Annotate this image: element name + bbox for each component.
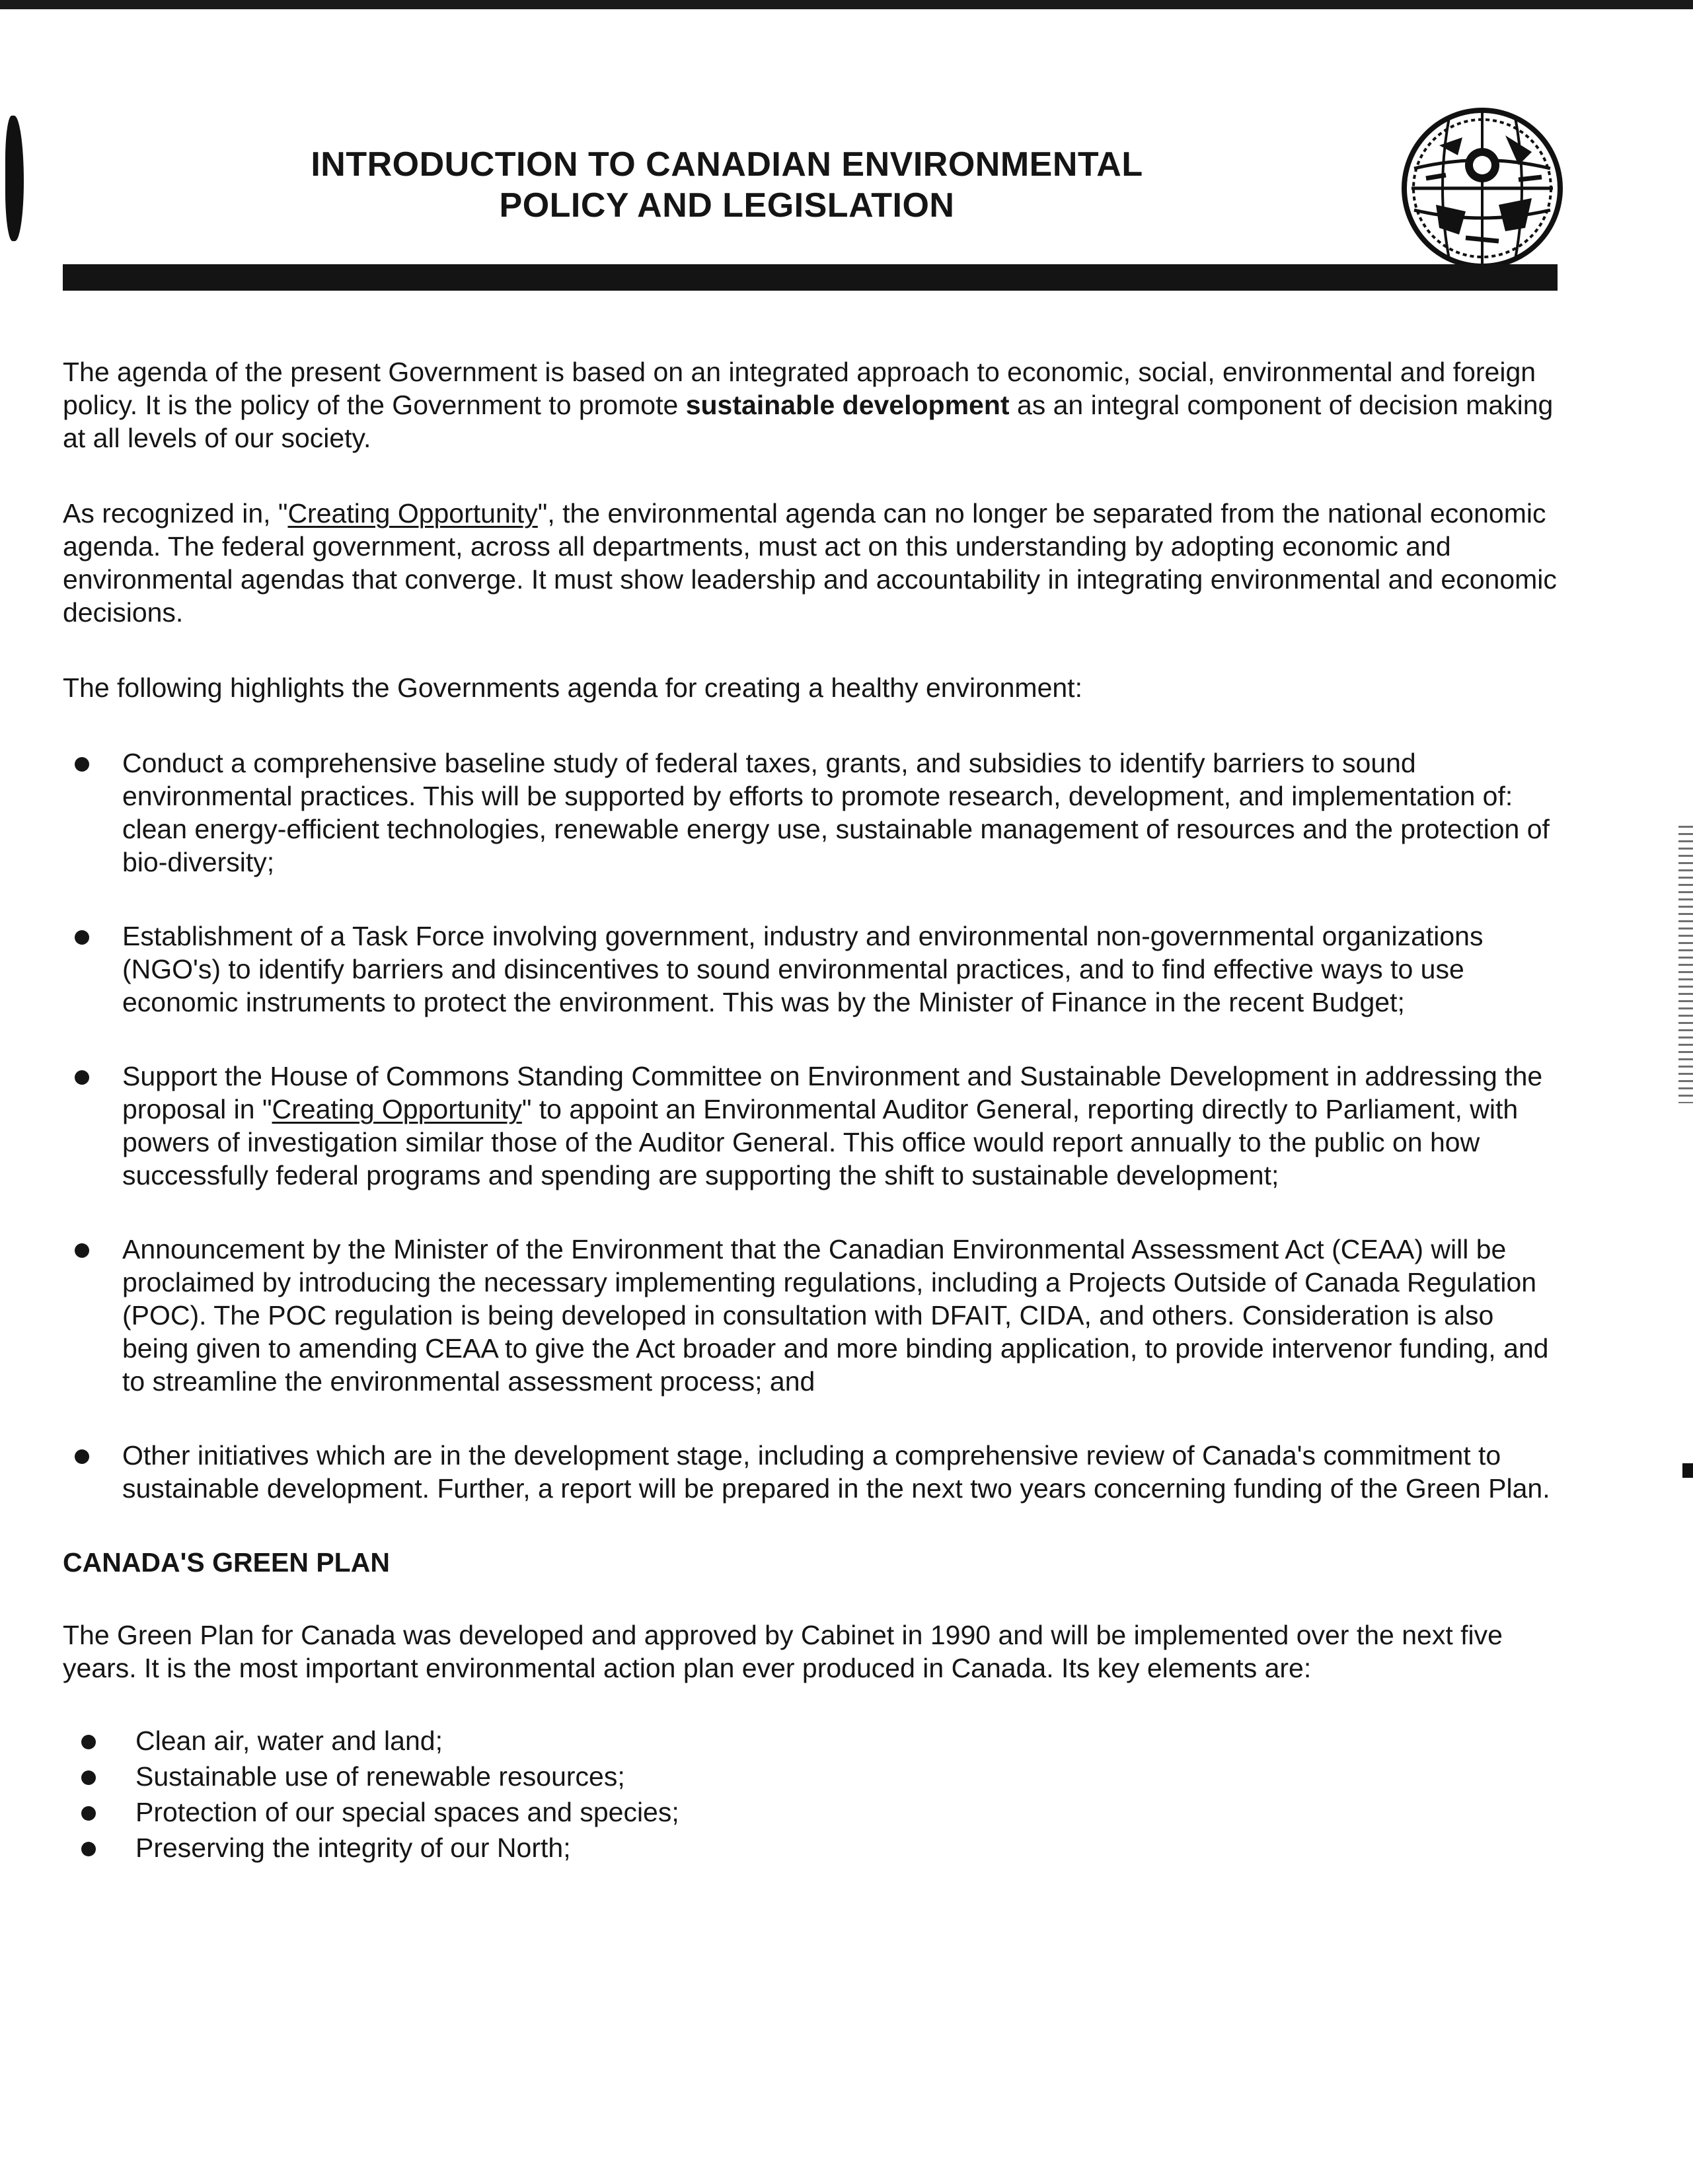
scan-margin-mark — [5, 116, 24, 241]
paragraph-creating-opportunity — [63, 497, 1563, 629]
paragraph-green-plan: The Green Plan for Canada was developed and approved by Cabinet in 1990 and will be implemented over the next five years. It is the most important environmental action plan ever produced in Canada. Its key elements are: — [63, 1620, 1503, 1683]
scan-top-edge — [0, 0, 1693, 9]
agenda-item-ceaa: Announcement by the Minister of the Environment that the Canadian Environmental Assessment Act (CEAA) will be proclaimed by introducing the necessary implementing regulations, including a Projects Outside of Canada Regulation (POC). The POC regulation is being developed in consultation with DFAIT, CIDA, and others. Consideration is also being given to amending CEAA to give the Act broader and more binding application, to provide intervenor funding, and to streamline the environmental assessment process; and — [63, 1233, 1563, 1398]
agenda-list — [63, 746, 1563, 1505]
paragraph-highlights: The following highlights the Governments agenda for creating a healthy environment: — [63, 673, 1082, 703]
title-line-1: INTRODUCTION TO CANADIAN ENVIRONMENTAL — [311, 145, 1143, 184]
emphasis-sustainable-development: sustainable development — [685, 390, 1010, 420]
title-line-2: POLICY AND LEGISLATION — [499, 186, 955, 225]
document-body — [63, 355, 1563, 1867]
scan-edge-noise — [1678, 826, 1693, 1103]
creating-opportunity-title: Creating Opportunity — [272, 1094, 522, 1124]
agenda-item-3-end: " to appoint an Environmental Auditor General, reporting directly to Parliament, with powers of investigation similar those of the Auditor General. This office would report annually to the public on how successfully federal programs and spending are supporting the shift to sustainable development; — [122, 1094, 1519, 1190]
paragraph-intro-text-end: as an integral component of decision making at all levels of our society. — [63, 390, 1554, 453]
paragraph-intro — [63, 355, 1563, 455]
agenda-item-other-initiatives: Other initiatives which are in the development stage, including a comprehensive review of Canada's commitment to sustainable development. Further, a report will be prepared in the next two years concerning funding of the Green Plan. — [63, 1439, 1563, 1505]
header-rule — [63, 264, 1558, 291]
agenda-item-baseline-study: Conduct a comprehensive baseline study of federal taxes, grants, and subsidies to identify barriers to sound environmental practices. This will be supported by efforts to promote research, development, and implementation of: clean energy-efficient technologies, renewable energy use, sustainable management of resources and the protection of bio-diversity; — [63, 746, 1563, 879]
agenda-item-task-force: Establishment of a Task Force involving government, industry and environmental non-governmental organizations (NGO's) to identify barriers and disincentives to sound environmental practices, and to find effective ways to use economic instruments to protect the environment. This was by the Minister of Finance in the recent Budget; — [63, 920, 1563, 1019]
creating-opportunity-title: Creating Opportunity — [287, 498, 538, 528]
document-title — [231, 144, 1223, 226]
scan-edge-mark — [1682, 1463, 1693, 1478]
globe-emblem-icon — [1400, 106, 1565, 271]
list-item: Protection of our special spaces and species; — [63, 1796, 1563, 1829]
list-item: Preserving the integrity of our North; — [63, 1831, 1563, 1864]
paragraph-intro-text: The agenda of the present Government is based on an integrated approach to economic, social, environmental and foreign policy. It is the policy of the Government to promote — [63, 357, 1536, 420]
list-item: Clean air, water and land; — [63, 1724, 1563, 1757]
green-plan-elements-list — [63, 1724, 1563, 1864]
paragraph-2-start: As recognized in, " — [63, 498, 288, 528]
list-item: Sustainable use of renewable resources; — [63, 1760, 1563, 1793]
agenda-item-auditor-general — [63, 1060, 1563, 1192]
agenda-item-3-start: Support the House of Commons Standing Committee on Environment and Sustainable Development in addressing the proposal in " — [122, 1061, 1543, 1124]
section-heading-green-plan: CANADA'S GREEN PLAN — [63, 1547, 390, 1578]
paragraph-2-end: ", the environmental agenda can no longer be separated from the national economic agenda. The federal government, across all departments, must act on this understanding by adopting economic and environmental agendas that converge. It must show leadership and accountability in integrating environmental and economic decisions. — [63, 498, 1557, 628]
